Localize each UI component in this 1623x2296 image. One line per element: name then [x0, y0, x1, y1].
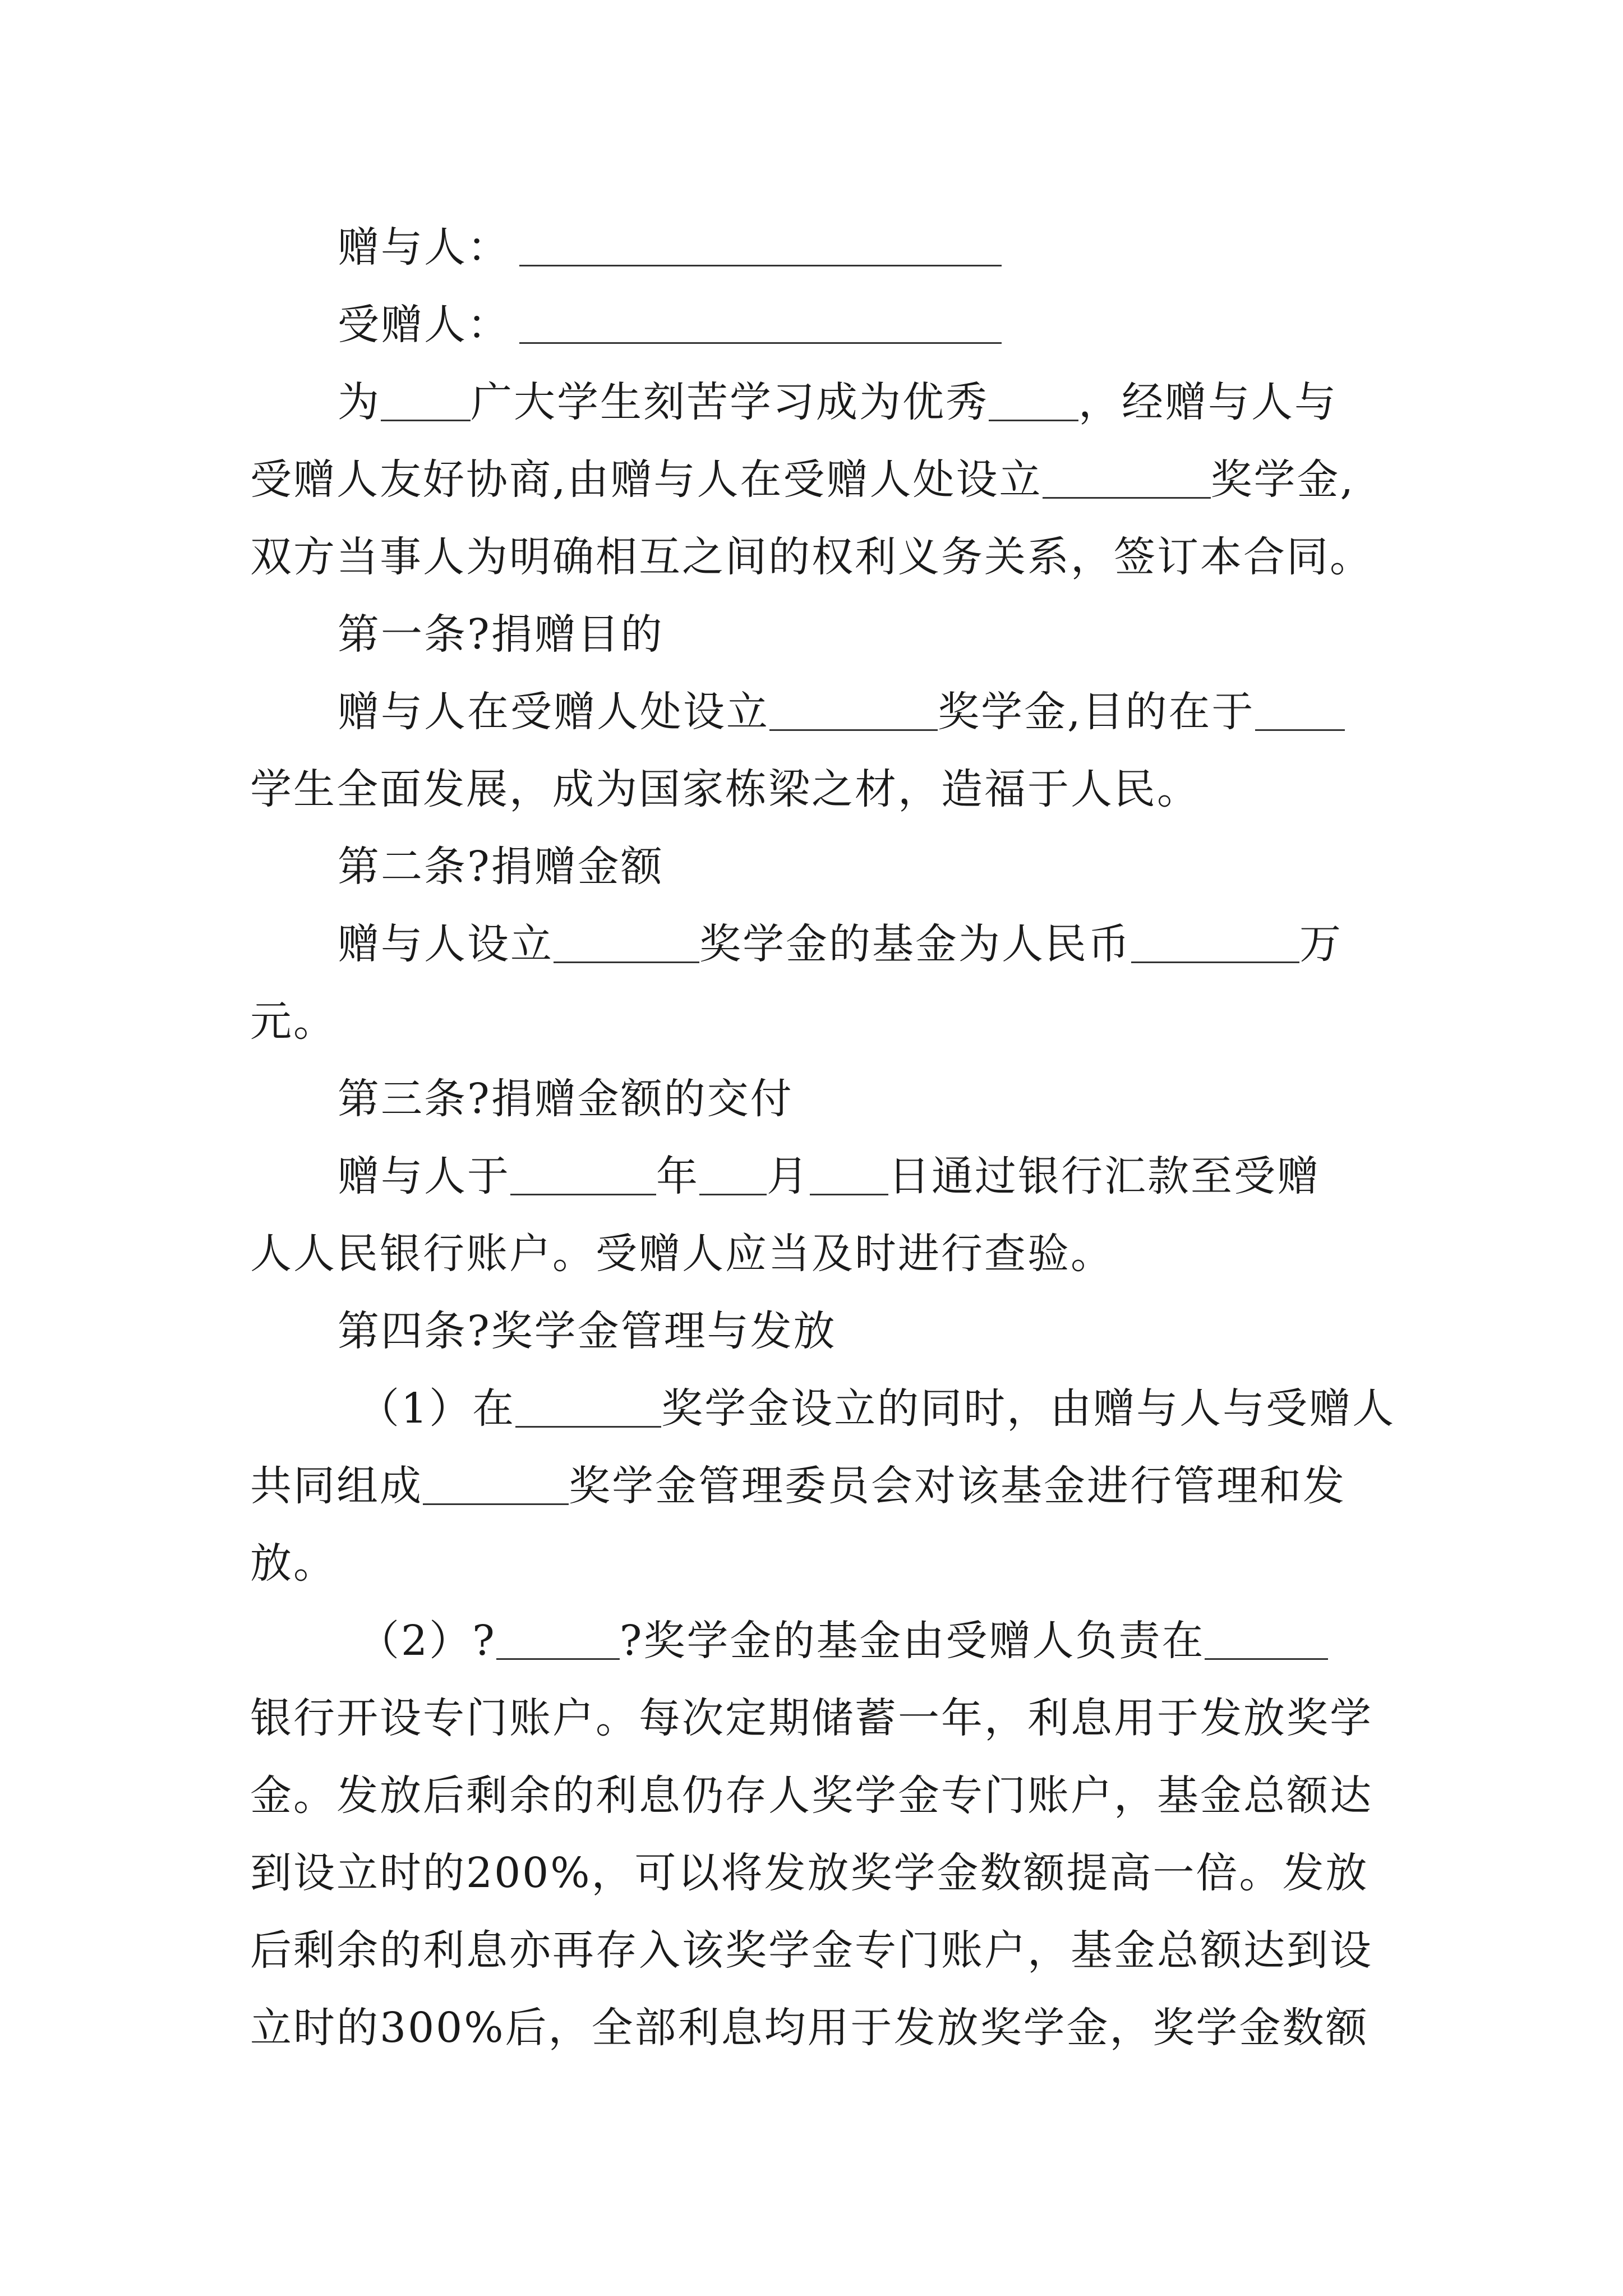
text: ，经赠与人与 — [1078, 378, 1338, 426]
text: 奖学金管理委员会对该基金进行管理和发 — [569, 1462, 1346, 1510]
recipient-label: 受赠人： — [338, 301, 510, 349]
text: 奖学金设立的同时，由赠与人与受赠人 — [661, 1384, 1396, 1433]
text: ?奖学金的基金由受赠人负责在 — [619, 1617, 1205, 1665]
text: 共同组成 — [250, 1462, 423, 1510]
article-4-item-2-line-3: 金。发放后剩余的利息仍存人奖学金专门账户，基金总额达 — [250, 1772, 1373, 1820]
preamble-line-1 — [250, 364, 1383, 441]
blank — [1255, 688, 1345, 731]
text: 赠与人于 — [338, 1152, 510, 1200]
blank — [989, 378, 1078, 421]
blank — [1205, 1617, 1328, 1660]
text: 日通过银行汇款至受赠 — [888, 1152, 1320, 1200]
article-2-title: 第二条?捐赠金额 — [338, 843, 664, 891]
blank — [554, 920, 699, 963]
donor-line — [250, 209, 1383, 286]
document-body — [250, 209, 1396, 2067]
recipient-blank — [519, 301, 1002, 344]
article-4-title: 第四条?奖学金管理与发放 — [338, 1307, 837, 1355]
text: 月 — [767, 1152, 810, 1200]
blank — [699, 1152, 767, 1195]
blank — [810, 1152, 888, 1195]
text: 奖学金, — [1210, 455, 1355, 504]
preamble-line-3: 双方当事人为明确相互之间的权利义务关系，签订本合同。 — [250, 533, 1373, 581]
article-1-title: 第一条?捐赠目的 — [338, 610, 664, 659]
donor-label: 赠与人： — [338, 223, 510, 272]
text: 为 — [338, 378, 381, 426]
blank — [1043, 455, 1211, 499]
donor-blank — [519, 223, 1002, 266]
article-2-line-2: 元。 — [250, 997, 336, 1046]
article-3-line-1 — [250, 1138, 1383, 1215]
text: 奖学金,目的在于 — [938, 688, 1255, 736]
article-4-item-2-line-6: 立时的300%后，全部利息均用于发放奖学金，奖学金数额 — [250, 2004, 1369, 2052]
article-4-item-2-line-2: 银行开设专门账户。每次定期储蓄一年，利息用于发放奖学 — [250, 1694, 1373, 1742]
article-4-item-2-line-4: 到设立时的200%，可以将发放奖学金数额提高一倍。发放 — [250, 1849, 1369, 1897]
text: 年 — [656, 1152, 699, 1200]
article-4-item-2-line-5: 后剩余的利息亦再存入该奖学金专门账户，基金总额达到设 — [250, 1926, 1373, 1975]
article-1-line-2: 学生全面发展，成为国家栋梁之材，造福于人民。 — [250, 765, 1200, 813]
text: 广大学生刻苦学习成为优秀 — [471, 378, 989, 426]
article-4-item-1-line-3: 放。 — [250, 1539, 336, 1588]
recipient-line — [250, 286, 1383, 364]
blank — [496, 1617, 620, 1660]
text: 受赠人友好协商,由赠与人在受赠人处设立 — [250, 455, 1043, 504]
article-4-item-1-line-1 — [250, 1370, 1396, 1447]
text: （1）在 — [358, 1384, 516, 1433]
article-4-item-1-line-2 — [250, 1447, 1383, 1525]
article-3-title: 第三条?捐赠金额的交付 — [338, 1075, 794, 1123]
blank — [510, 1152, 656, 1195]
preamble-line-2 — [250, 441, 1383, 518]
article-4-item-2-line-1 — [250, 1602, 1383, 1680]
text: 赠与人在受赠人处设立 — [338, 688, 769, 736]
blank — [423, 1462, 569, 1505]
text: 奖学金的基金为人民币 — [699, 920, 1131, 968]
text: （2）? — [358, 1617, 496, 1665]
article-3-line-2: 人人民银行账户。受赠人应当及时进行查验。 — [250, 1230, 1114, 1278]
text: 万 — [1299, 920, 1343, 968]
blank — [1131, 920, 1299, 963]
blank — [515, 1384, 661, 1428]
blank — [381, 378, 471, 421]
article-2-line-1 — [250, 905, 1383, 983]
text: 赠与人设立 — [338, 920, 554, 968]
blank — [769, 688, 938, 731]
article-1-line-1 — [250, 673, 1383, 751]
